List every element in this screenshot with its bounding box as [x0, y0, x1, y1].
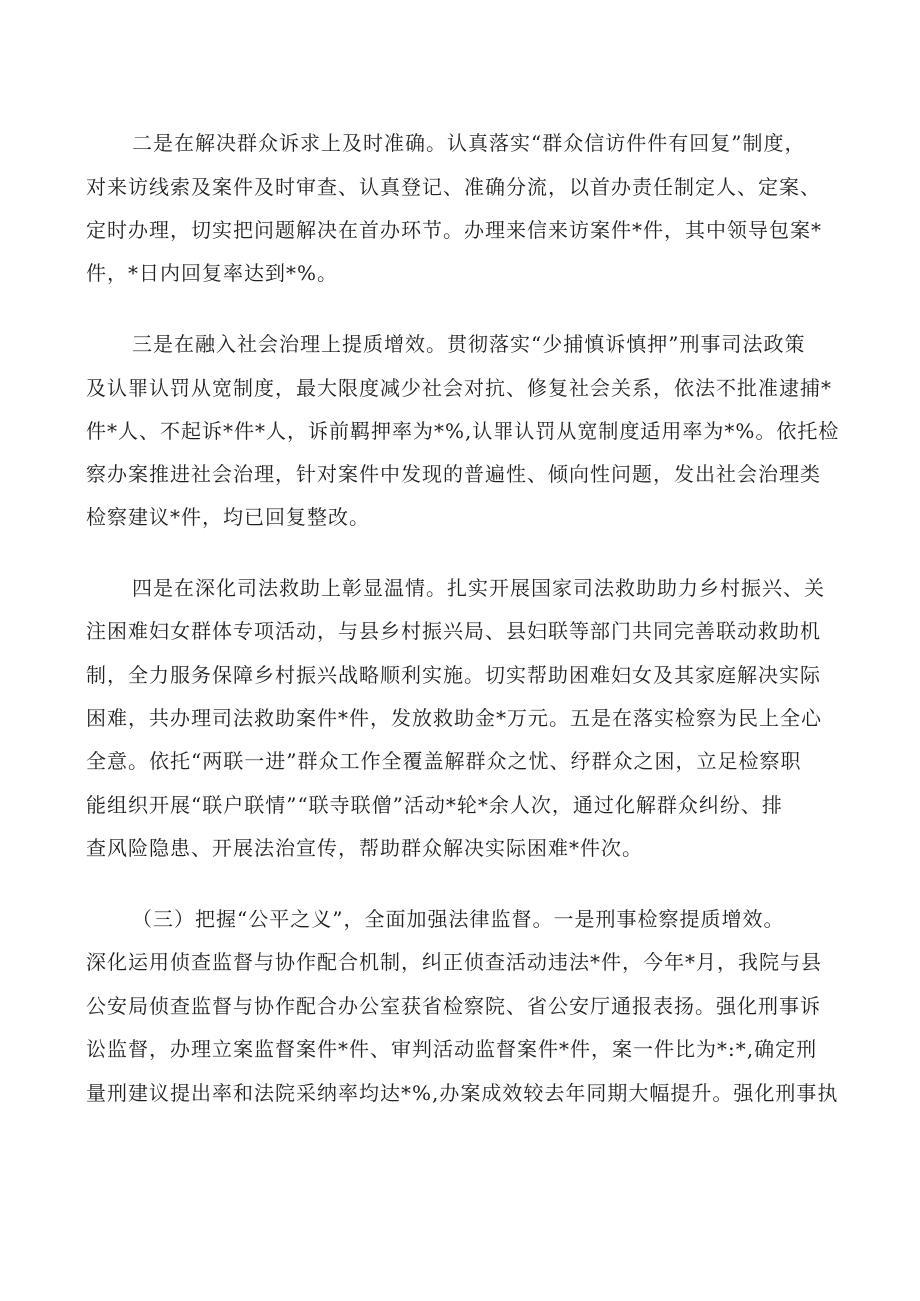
paragraph-4-line-2: 深化运用侦查监督与协作配合机制，纠正侦查活动违法*件，今年*月，我院与县 — [86, 950, 822, 974]
paragraph-3-line-6: 能组织开展“联户联情”“联寺联僧”活动*轮*余人次，通过化解群众纠纷、排 — [86, 793, 783, 817]
paragraph-1-line-1: 二是在解决群众诉求上及时准确。认真落实“群众信访件件有回复”制度， — [132, 131, 806, 155]
paragraph-3-line-2: 注困难妇女群体专项活动，与县乡村振兴局、县妇联等部门共同完善联动救助机 — [86, 619, 821, 643]
paragraph-3-line-4: 困难，共办理司法救助案件*件，发放救助金*万元。五是在落实检察为民上全心 — [86, 706, 822, 730]
paragraph-4-line-3: 公安局侦查监督与协作配合办公室获省检察院、省公安厅通报表扬。强化刑事诉 — [86, 994, 821, 1018]
paragraph-4-line-5: 量刑建议提出率和法院采纳率均达*%,办案成效较去年同期大幅提升。强化刑事执 — [86, 1081, 839, 1105]
paragraph-2-line-5: 检察建议*件，均已回复整改。 — [86, 505, 370, 529]
paragraph-2-line-3: 件*人、不起诉*件*人，诉前羁押率为*%,认罪认罚从宽制度适用率为*%。依托检 — [86, 419, 840, 443]
paragraph-2-line-1: 三是在融入社会治理上提质增效。贯彻落实“少捕慎诉慎押”刑事司法政策 — [132, 332, 806, 356]
paragraph-1-line-4: 件，*日内回复率达到*%。 — [86, 261, 339, 285]
paragraph-1-line-2: 对来访线索及案件及时审查、认真登记、准确分流，以首办责任制定人、定案、 — [86, 175, 821, 199]
paragraph-1-line-3: 定时办理，切实把问题解决在首办环节。办理来信来访案件*件，其中领导包案* — [86, 218, 822, 242]
paragraph-3-line-3: 制，全力服务保障乡村振兴战略顺利实施。切实帮助困难妇女及其家庭解决实际 — [86, 663, 821, 687]
paragraph-3-line-5: 全意。依托“两联一进”群众工作全覆盖解群众之忧、纾群众之困，立足检察职 — [86, 749, 802, 773]
paragraph-4-line-4: 讼监督，办理立案监督案件*件、审判活动监督案件*件，案一件比为*:*,确定刑 — [86, 1037, 818, 1061]
paragraph-3-line-7: 查风险隐患、开展法治宣传，帮助群众解决实际困难*件次。 — [86, 836, 643, 860]
paragraph-3-line-1: 四是在深化司法救助上彰显温情。扎实开展国家司法救助助力乡村振兴、关 — [132, 576, 825, 600]
paragraph-4-line-1: （三）把握“公平之义”，全面加强法律监督。一是刑事检察提质增效。 — [132, 907, 785, 931]
paragraph-2-line-2: 及认罪认罚从宽制度，最大限度减少社会对抗、修复社会关系，依法不批准逮捕* — [86, 376, 832, 400]
paragraph-2-line-4: 察办案推进社会治理，针对案件中发现的普遍性、倾向性问题，发出社会治理类 — [86, 462, 821, 486]
